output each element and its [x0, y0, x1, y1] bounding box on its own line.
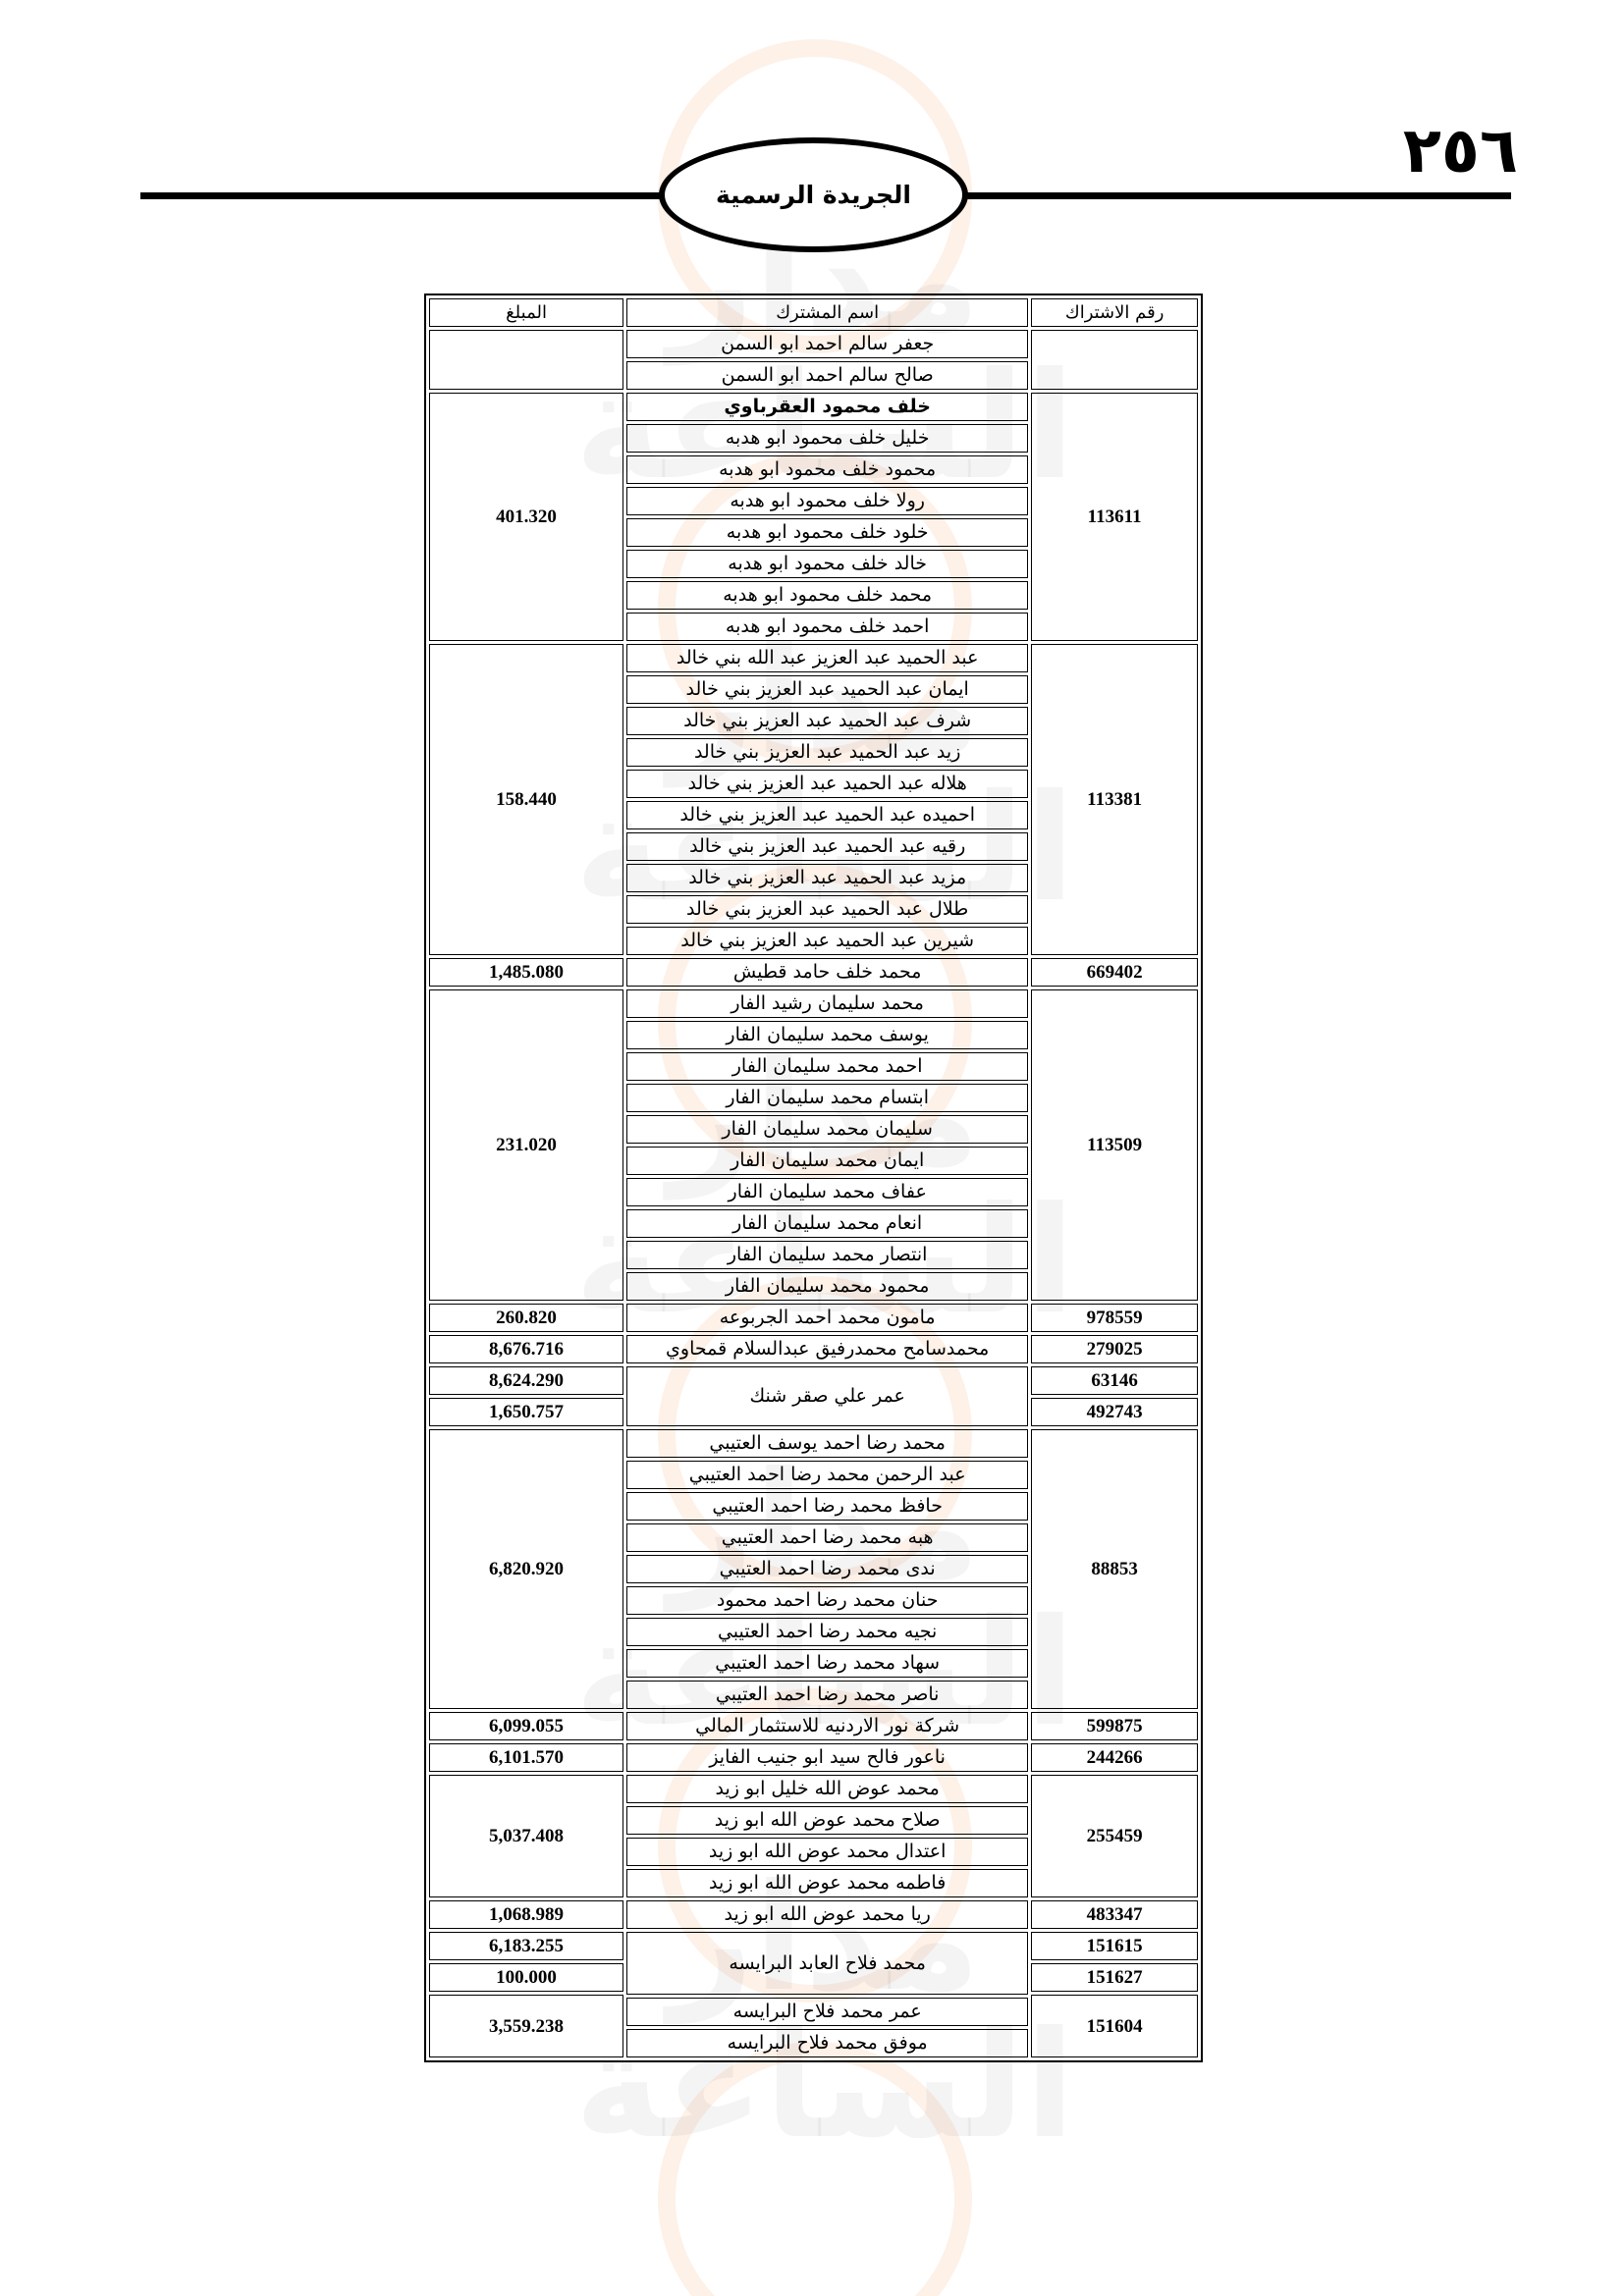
- subscriber-name: محمود خلف محمود ابو هدبه: [626, 455, 1028, 484]
- amount-value: 8,624.290: [429, 1366, 623, 1395]
- table-row: [429, 1743, 1198, 1772]
- subscriber-name: عفاف محمد سليمان الفار: [626, 1178, 1028, 1206]
- amount-value: 3,559.238: [429, 1995, 623, 2057]
- subscriber-name: محمد خلف حامد قطيش: [626, 958, 1028, 987]
- subscriber-name: سهاد محمد رضا احمد العتيبي: [626, 1649, 1028, 1678]
- subscriber-name: زيد عبد الحميد عبد العزيز بني خالد: [626, 738, 1028, 767]
- subscriber-name: خلف محمود العقرباوي: [626, 393, 1028, 421]
- subscription-number: 113509: [1031, 989, 1198, 1301]
- table-row: [429, 1775, 1198, 1803]
- subscriber-name: رقيه عبد الحميد عبد العزيز بني خالد: [626, 832, 1028, 861]
- subscriber-name: ريا محمد عوض الله ابو زيد: [626, 1900, 1028, 1929]
- amount-value: 6,820.920: [429, 1429, 623, 1709]
- subscriber-name: سليمان محمد سليمان الفار: [626, 1115, 1028, 1144]
- amount-value: 1,068.989: [429, 1900, 623, 1929]
- column-header-amount: المبلغ: [429, 298, 623, 327]
- subscriber-name: طلال عبد الحميد عبد العزيز بني خالد: [626, 895, 1028, 924]
- amount-value: [429, 330, 623, 390]
- subscriber-name: نجيه محمد رضا احمد العتيبي: [626, 1618, 1028, 1646]
- title-ellipse: [659, 137, 968, 252]
- subscriber-name: محمد رضا احمد يوسف العتيبي: [626, 1429, 1028, 1458]
- subscription-number: [1031, 330, 1198, 390]
- amount-value: 260.820: [429, 1304, 623, 1332]
- subscriber-name: ابتسام محمد سليمان الفار: [626, 1084, 1028, 1112]
- amount-value: 6,099.055: [429, 1712, 623, 1740]
- amount-value: 6,101.570: [429, 1743, 623, 1772]
- subscriber-name: خليل خلف محمود ابو هدبه: [626, 424, 1028, 453]
- column-header-name: اسم المشترك: [626, 298, 1028, 327]
- subscription-number: 63146: [1031, 1366, 1198, 1395]
- table-row: [429, 393, 1198, 421]
- column-header-subscription: رقم الاشتراك: [1031, 298, 1198, 327]
- subscriber-name: ناعور فالح سيد ابو جنيب الفايز: [626, 1743, 1028, 1772]
- subscription-number: 492743: [1031, 1398, 1198, 1426]
- table-row: [429, 1932, 1198, 1960]
- table-header-row: [429, 298, 1198, 327]
- table-row: [429, 1429, 1198, 1458]
- subscription-number: 151615: [1031, 1932, 1198, 1960]
- subscription-number: 88853: [1031, 1429, 1198, 1709]
- table-row: [429, 989, 1198, 1018]
- subscription-number: 483347: [1031, 1900, 1198, 1929]
- table-row: [429, 1366, 1198, 1395]
- subscriber-name: عبد الحميد عبد العزيز عبد الله بني خالد: [626, 644, 1028, 672]
- subscriber-name: مامون محمد احمد الجربوعه: [626, 1304, 1028, 1332]
- subscriber-name: ناصر محمد رضا احمد العتيبي: [626, 1681, 1028, 1709]
- amount-value: 5,037.408: [429, 1775, 623, 1897]
- amount-value: 6,183.255: [429, 1932, 623, 1960]
- subscription-number: 244266: [1031, 1743, 1198, 1772]
- subscriber-name: شرف عبد الحميد عبد العزيز بني خالد: [626, 707, 1028, 735]
- subscription-number: 113381: [1031, 644, 1198, 955]
- subscriber-name: محمدسامح محمدرفيق عبدالسلام قمحاوي: [626, 1335, 1028, 1363]
- amount-value: 8,676.716: [429, 1335, 623, 1363]
- subscriber-name: انعام محمد سليمان الفار: [626, 1209, 1028, 1238]
- subscriber-name: محمد عوض الله خليل ابو زيد: [626, 1775, 1028, 1803]
- watermark-clock-icon: [658, 2042, 972, 2296]
- table-row: [429, 330, 1198, 358]
- subscribers-table: [424, 294, 1203, 2062]
- subscriber-name: هلاله عبد الحميد عبد العزيز بني خالد: [626, 770, 1028, 798]
- subscriber-name: احميده عبد الحميد عبد العزيز بني خالد: [626, 801, 1028, 829]
- subscriber-name: حنان محمد رضا احمد محمود: [626, 1586, 1028, 1615]
- subscriber-name: محمد فلاح العابد البرايسه: [626, 1932, 1028, 1995]
- subscription-number: 279025: [1031, 1335, 1198, 1363]
- amount-value: 1,650.757: [429, 1398, 623, 1426]
- table-row: [429, 1900, 1198, 1929]
- subscriber-name: ندى محمد رضا احمد العتيبي: [626, 1555, 1028, 1583]
- subscriber-name: خالد خلف محمود ابو هدبه: [626, 550, 1028, 578]
- subscriber-name: موفق محمد فلاح البرايسه: [626, 2029, 1028, 2057]
- subscriber-name: حافظ محمد رضا احمد العتيبي: [626, 1492, 1028, 1521]
- subscriber-name: شيرين عبد الحميد عبد العزيز بني خالد: [626, 927, 1028, 955]
- subscriber-name: اعتدال محمد عوض الله ابو زيد: [626, 1838, 1028, 1866]
- subscriber-name: فاطمه محمد عوض الله ابو زيد: [626, 1869, 1028, 1897]
- subscriber-name: ايمان محمد سليمان الفار: [626, 1147, 1028, 1175]
- page-number: ٢٥٦: [1402, 115, 1518, 187]
- amount-value: 158.440: [429, 644, 623, 955]
- subscription-number: 599875: [1031, 1712, 1198, 1740]
- subscriber-name: انتصار محمد سليمان الفار: [626, 1241, 1028, 1269]
- subscriber-name: احمد خلف محمود ابو هدبه: [626, 613, 1028, 641]
- subscription-number: 113611: [1031, 393, 1198, 641]
- subscription-number: 255459: [1031, 1775, 1198, 1897]
- subscriber-name: مزيد عبد الحميد عبد العزيز بني خالد: [626, 864, 1028, 892]
- table-row: [429, 1304, 1198, 1332]
- table-row: [429, 958, 1198, 987]
- subscriber-name: عبد الرحمن محمد رضا احمد العتيبي: [626, 1461, 1028, 1489]
- subscriber-name: رولا خلف محمود ابو هدبه: [626, 487, 1028, 515]
- subscriber-name: جعفر سالم احمد ابو السمن: [626, 330, 1028, 358]
- subscriber-name: محمود محمد سليمان الفار: [626, 1272, 1028, 1301]
- subscriber-name: شركة نور الاردنيه للاستثمار المالي: [626, 1712, 1028, 1740]
- subscriber-name: محمد خلف محمود ابو هدبه: [626, 581, 1028, 610]
- table-row: [429, 1335, 1198, 1363]
- subscriber-name: عمر علي صقر شنك: [626, 1366, 1028, 1426]
- amount-value: 100.000: [429, 1963, 623, 1992]
- subscription-number: 669402: [1031, 958, 1198, 987]
- table-row: [429, 1712, 1198, 1740]
- subscription-number: 151604: [1031, 1995, 1198, 2057]
- table-body: [429, 330, 1198, 2057]
- subscription-number: 978559: [1031, 1304, 1198, 1332]
- subscriber-name: خلود خلف محمود ابو هدبه: [626, 518, 1028, 547]
- subscriber-name: صلاح محمد عوض الله ابو زيد: [626, 1806, 1028, 1835]
- subscriber-name: هبه محمد رضا احمد العتيبي: [626, 1523, 1028, 1552]
- subscriber-name: يوسف محمد سليمان الفار: [626, 1021, 1028, 1049]
- amount-value: 401.320: [429, 393, 623, 641]
- amount-value: 231.020: [429, 989, 623, 1301]
- subscriber-name: صالح سالم احمد ابو السمن: [626, 361, 1028, 390]
- subscriber-name: عمر محمد فلاح البرايسه: [626, 1998, 1028, 2026]
- subscriber-name: احمد محمد سليمان الفار: [626, 1052, 1028, 1081]
- subscriber-name: محمد سليمان رشيد الفار: [626, 989, 1028, 1018]
- amount-value: 1,485.080: [429, 958, 623, 987]
- gazette-title: الجريدة الرسمية: [715, 181, 912, 209]
- subscriber-name: ايمان عبد الحميد عبد العزيز بني خالد: [626, 675, 1028, 704]
- table-row: [429, 644, 1198, 672]
- subscription-number: 151627: [1031, 1963, 1198, 1992]
